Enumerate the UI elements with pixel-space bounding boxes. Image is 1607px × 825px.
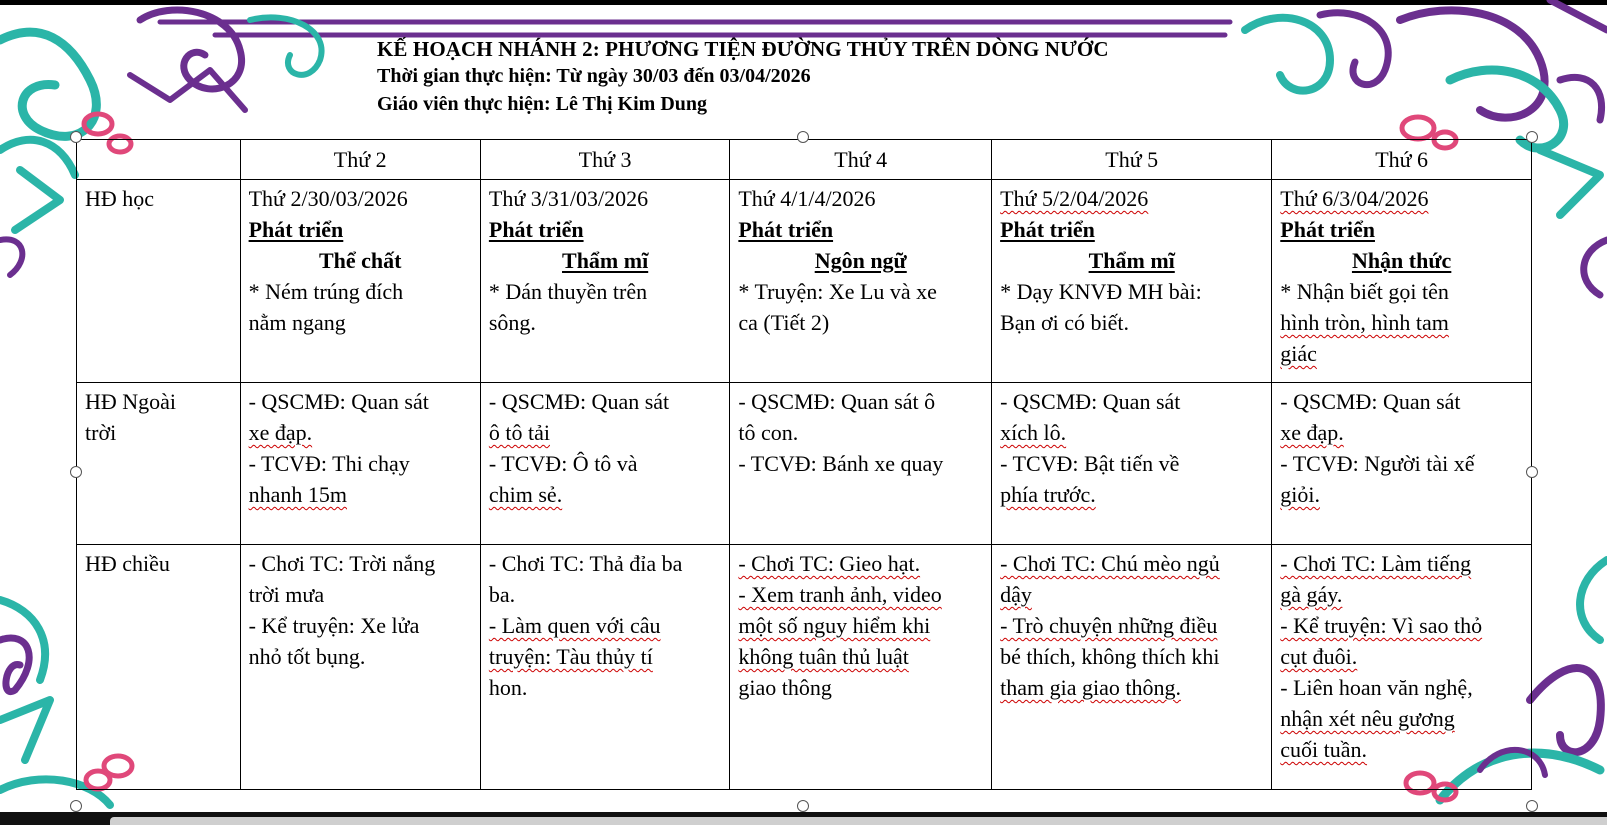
table-cell: - Chơi TC: Gieo hạt. - Xem tranh ảnh, video một số nguy hiểm khi không tuân thủ luật giao thông <box>730 545 992 790</box>
table-header-row <box>77 140 1532 180</box>
border-swirl-purple <box>0 638 29 692</box>
table-cell: - Chơi TC: Làm tiếng gà gáy. - Kể truyện: Vì sao thỏ cụt đuôi. - Liên hoan văn nghệ, nhận xét nêu gương cuối tuần. <box>1272 545 1532 790</box>
border-swirl-purple <box>1584 240 1607 295</box>
border-swirl-teal <box>1245 18 1330 91</box>
border-swirl-teal <box>1580 560 1607 640</box>
resize-handle-bottom-center[interactable] <box>797 800 809 812</box>
column-header-thu-4: Thứ 4 <box>730 140 992 180</box>
border-swirl-purple <box>0 239 22 275</box>
table-cell: - Chơi TC: Chú mèo ngủ dậy - Trò chuyện những điều bé thích, không thích khi tham gia giao thông. <box>992 545 1272 790</box>
row-label-hd-chieu: HĐ chiều <box>77 545 241 790</box>
border-swirl-teal <box>0 32 96 136</box>
resize-handle-middle-left[interactable] <box>70 466 82 478</box>
column-header-empty <box>77 140 241 180</box>
resize-handle-middle-right[interactable] <box>1526 466 1538 478</box>
border-swirl-teal <box>1540 150 1600 215</box>
column-header-thu-2: Thứ 2 <box>240 140 480 180</box>
table-row <box>77 545 1532 790</box>
resize-handle-bottom-right[interactable] <box>1526 800 1538 812</box>
table-cell: - QSCMĐ: Quan sát xích lô. - TCVĐ: Bật tiến về phía trước. <box>992 383 1272 545</box>
table-cell: Thứ 6/3/04/2026 Phát triển Nhận thức * Nhận biết gọi tên hình tròn, hình tam giác <box>1272 180 1532 383</box>
table-row <box>77 383 1532 545</box>
border-line-purple <box>160 22 1230 35</box>
plan-time: Thời gian thực hiện: Từ ngày 30/03 đến 03/04/2026 <box>377 65 811 87</box>
resize-handle-top-right[interactable] <box>1526 131 1538 143</box>
table-cell: - QSCMĐ: Quan sát ô tô con. - TCVĐ: Bánh xe quay <box>730 383 992 545</box>
column-header-thu-5: Thứ 5 <box>992 140 1272 180</box>
table-cell: - QSCMĐ: Quan sát xe đạp. - TCVĐ: Người tài xế giỏi. <box>1272 383 1532 545</box>
table-cell: - Chơi TC: Trời nắng trời mưa - Kể truyện: Xe lửa nhỏ tốt bụng. <box>240 545 480 790</box>
table-row <box>77 180 1532 383</box>
table-cell: - Chơi TC: Thả đỉa ba ba. - Làm quen với câu truyện: Tàu thủy tí hon. <box>480 545 729 790</box>
table-cell: Thứ 3/31/03/2026 Phát triển Thẩm mĩ * Dán thuyền trên sông. <box>480 180 729 383</box>
table-cell: - QSCMĐ: Quan sát ô tô tải - TCVĐ: Ô tô và chim sẻ. <box>480 383 729 545</box>
row-label-hd-hoc: HĐ học <box>77 180 241 383</box>
plan-title: KẾ HOẠCH NHÁNH 2: PHƯƠNG TIỆN ĐƯỜNG THỦY TRÊN DÒNG NƯỚC <box>377 37 1109 61</box>
resize-handle-top-center[interactable] <box>797 131 809 143</box>
table-cell: - QSCMĐ: Quan sát xe đạp. - TCVĐ: Thi chạy nhanh 15m <box>240 383 480 545</box>
border-ring-pink <box>1402 117 1434 139</box>
table-cell: Thứ 5/2/04/2026 Phát triển Thẩm mĩ * Dạy KNVĐ MH bài: Bạn ơi có biết. <box>992 180 1272 383</box>
column-header-thu-3: Thứ 3 <box>480 140 729 180</box>
border-swirl-purple <box>1530 668 1601 752</box>
horizontal-scrollbar[interactable] <box>110 817 1607 825</box>
resize-handle-top-left[interactable] <box>70 131 82 143</box>
weekly-plan-table <box>76 139 1532 790</box>
border-swirl-teal <box>250 17 322 74</box>
border-swirl-teal <box>0 140 75 230</box>
row-label-hd-ngoai-troi: HĐ Ngoài trời <box>77 383 241 545</box>
column-header-thu-6: Thứ 6 <box>1272 140 1532 180</box>
resize-handle-bottom-left[interactable] <box>70 800 82 812</box>
border-swirl-purple <box>1400 10 1545 117</box>
table-cell: Thứ 2/30/03/2026 Phát triển Thể chất * Ném trúng đích nằm ngang <box>240 180 480 383</box>
plan-teacher: Giáo viên thực hiện: Lê Thị Kim Dung <box>377 93 708 115</box>
table-cell: Thứ 4/1/4/2026 Phát triển Ngôn ngữ * Truyện: Xe Lu và xe ca (Tiết 2) <box>730 180 992 383</box>
